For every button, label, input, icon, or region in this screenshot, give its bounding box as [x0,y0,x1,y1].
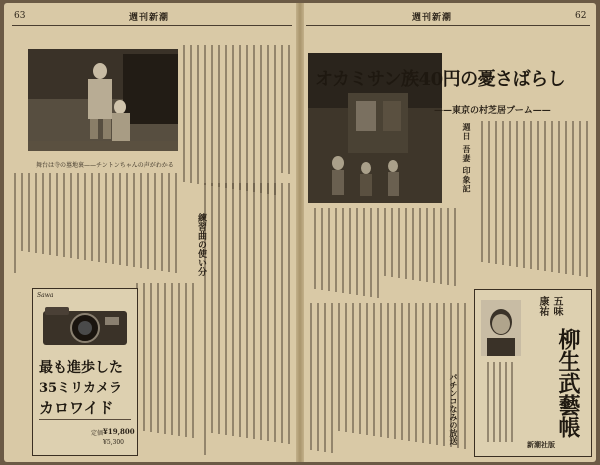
text-line [211,183,213,433]
text-line [544,121,546,271]
text-line [70,173,72,258]
text-line [14,173,16,273]
text-line [363,208,365,296]
camera-brand-small: Sawa [37,292,54,299]
text-line [126,173,128,266]
text-line [232,183,234,436]
text-line [175,173,177,273]
left-text-column-mid [14,173,179,273]
text-line [387,303,389,438]
text-line [192,283,194,438]
text-line [178,283,180,436]
text-line [232,45,234,189]
text-line [63,173,65,257]
stage-photo [28,49,178,151]
text-line [495,121,497,264]
book-ad-small-text [483,362,517,446]
text-line [112,173,114,264]
text-line [321,208,323,290]
article-byline: 週日 吾妻 印象記 [462,123,472,194]
text-line [140,173,142,268]
text-line [288,183,290,444]
text-line [488,121,490,263]
text-line [197,45,199,184]
text-line [342,208,344,293]
text-line [359,303,361,434]
text-line [443,303,445,446]
camera-headline-1: 最も進歩した [39,360,123,376]
text-line [579,121,581,276]
text-line [447,208,449,285]
text-line [345,303,347,432]
text-line [454,208,456,286]
book-title: 柳生武藝帳 [555,328,581,438]
text-line [516,121,518,267]
text-line [502,121,504,265]
text-line [464,303,466,449]
text-line [253,183,255,439]
right-header-rule [306,25,590,26]
text-line [384,208,386,276]
camera-ad-rule [39,419,131,420]
book-series-top-2: 康祐 [537,296,548,316]
text-line [133,173,135,267]
article-subtitle: ——東京の村芝居ブーム—— [434,106,551,116]
text-line [157,283,159,433]
text-line [366,303,368,435]
text-line [164,283,166,434]
text-line [349,208,351,294]
text-line [267,45,269,194]
text-line [253,45,255,192]
camera-headline-2: 35ミリカメラ [39,381,122,396]
text-line [429,303,431,444]
text-line [324,303,326,452]
text-line [218,45,220,187]
article-title: オカミサン族40円の憂さばらし [315,69,566,90]
spine-gutter [296,3,304,462]
camera-illustration [37,301,133,353]
text-line [537,121,539,270]
text-line [328,208,330,291]
text-line [21,173,23,251]
text-line [105,173,107,263]
text-line [171,283,173,435]
book-publisher: 新潮社版 [527,440,555,449]
left-header-rule [12,25,292,26]
text-line [310,303,312,450]
right-masthead: 週刊新潮 [412,13,453,23]
text-line [56,173,58,256]
article-title-band [309,55,591,99]
text-line [530,121,532,269]
text-line [335,208,337,292]
text-line [373,303,375,436]
text-line [218,183,220,434]
camera-price-2: ¥5,300 [103,439,124,446]
text-line [239,45,241,190]
left-page-number: 63 [14,11,26,21]
text-line [377,208,379,298]
text-line [380,303,382,437]
text-line [405,208,407,279]
text-line [412,208,414,280]
magazine-spread [4,3,596,462]
photo-caption: 舞台は寺の墓地裏——チントンちゃんの声がわかる [36,162,174,169]
text-line [436,303,438,445]
text-line [401,303,403,440]
left-text-column-right [204,183,292,455]
text-line [246,183,248,438]
text-line [183,45,185,182]
text-line [225,183,227,435]
text-line [586,121,588,277]
text-line [391,208,393,277]
left-masthead: 週刊新潮 [129,13,170,23]
text-line [91,173,93,261]
text-line [509,121,511,266]
text-line [42,173,44,254]
text-line [274,183,276,442]
text-line [440,208,442,284]
camera-advertisement [32,288,138,456]
text-line [352,303,354,433]
text-line [185,283,187,437]
left-text-column-bottom [136,283,196,453]
text-line [426,208,428,282]
text-line [572,121,574,275]
left-section-heading: 練習曲の使い分 [196,213,206,276]
stage-photo-figures [28,49,178,151]
text-line [49,173,51,255]
text-line [331,303,333,453]
text-line [370,208,372,297]
text-line [398,208,400,278]
text-line [239,183,241,437]
author-portrait [481,300,521,356]
book-series-top: 五味 [551,296,562,316]
text-line [84,173,86,260]
right-section-heading: パチンコなみの放送 [449,373,459,445]
left-text-column-top [182,45,292,195]
text-line [558,121,560,273]
text-line [35,173,37,253]
text-line [119,173,121,265]
right-text-column-lower [308,303,468,453]
text-line [204,45,206,185]
text-line [98,173,100,262]
text-line [154,173,156,270]
text-line [274,45,276,195]
right-page-number: 62 [575,11,587,21]
text-line [246,45,248,191]
camera-price-label: 定価 [91,430,104,437]
right-text-column-mid [308,208,458,298]
text-line [260,183,262,440]
book-advertisement [474,289,592,457]
text-line [415,303,417,442]
text-line [314,208,316,289]
text-line [147,173,149,269]
text-line [161,173,163,271]
text-line [356,208,358,295]
text-line [481,121,483,262]
text-line [281,45,283,173]
text-line [422,303,424,443]
text-line [225,45,227,188]
text-line [28,173,30,252]
right-text-column-top [476,121,590,281]
text-line [288,45,290,174]
text-line [317,303,319,451]
camera-price: ¥19,800 [103,427,135,436]
text-line [150,283,152,432]
text-line [211,45,213,186]
camera-product-name: カロワイド [39,399,114,417]
text-line [281,183,283,443]
text-line [143,283,145,431]
text-line [565,121,567,274]
text-line [190,45,192,183]
text-line [267,183,269,441]
text-line [433,208,435,283]
text-line [419,208,421,281]
text-line [523,121,525,268]
text-line [77,173,79,259]
text-line [260,45,262,193]
text-line [168,173,170,272]
text-line [338,303,340,431]
text-line [551,121,553,272]
text-line [408,303,410,441]
text-line [394,303,396,439]
